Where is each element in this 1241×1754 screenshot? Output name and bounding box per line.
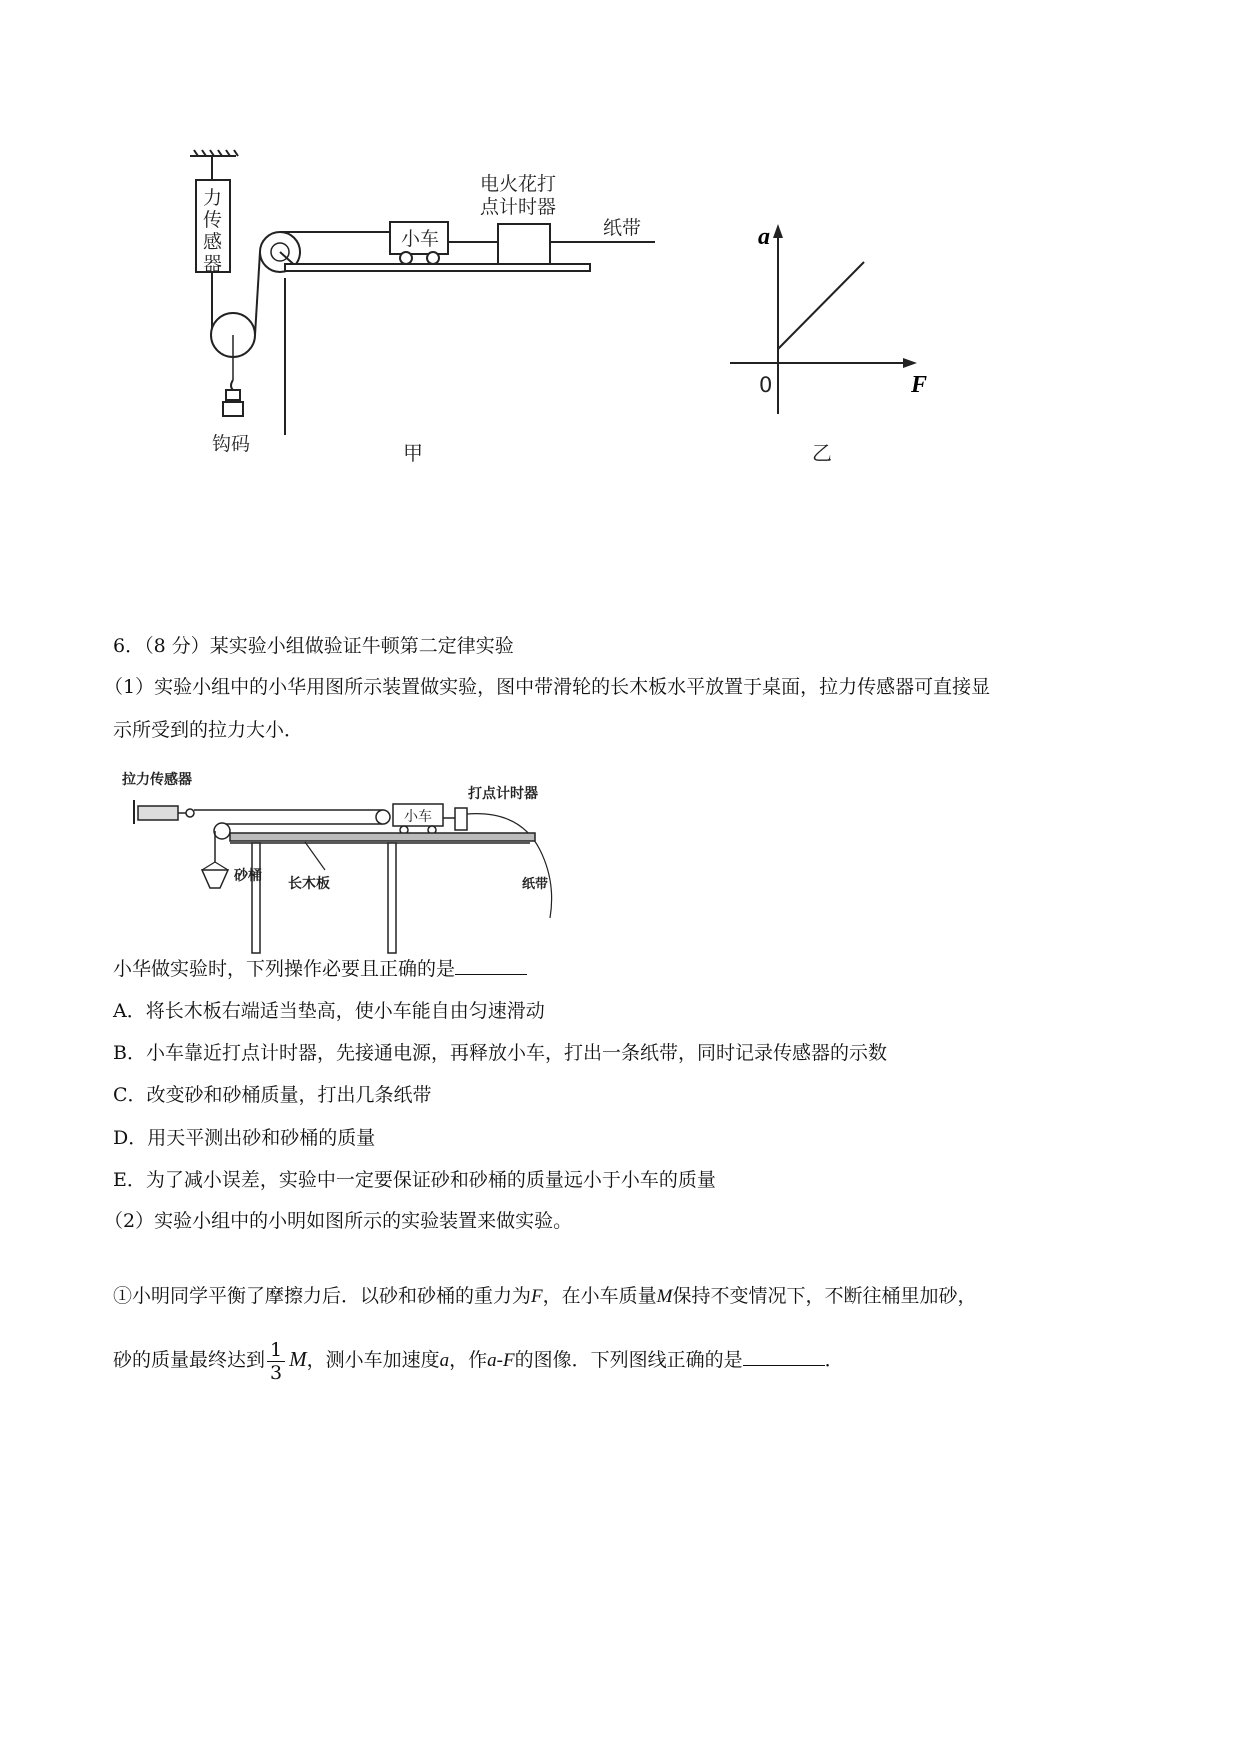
sand-bucket [202,870,228,888]
question-number: 6． [113,635,145,657]
part2-line: （2）实验小组中的小明如图所示的实验装置来做实验。 [104,1210,573,1232]
timer-label-1: 电火花打 [480,173,557,195]
svg-text:传: 传 [203,209,223,231]
a-axis-label: a [758,224,770,250]
tape-label: 纸带 [603,217,642,239]
hook-weight [223,380,243,416]
spark-timer [498,224,550,264]
figure-yi [725,222,955,472]
part1-line2: 示所受到的拉力大小． [113,719,304,741]
apparatus-cart-label: 小车 [404,809,432,825]
question-score: （8 分） [144,635,210,657]
sub1-line2: 砂的质量最终达到 $\frac{1}{3}$ M，测小车加速度a，作a-F的图像．下列图线正确的是 ． [113,1338,844,1384]
apparatus-board [230,833,535,841]
apparatus-timer [455,808,467,830]
option-b: B．小车靠近打点计时器，先接通电源，再释放小车，打出一条纸带，同时记录传感器的示数 [113,1042,887,1064]
option-d: D．用天平测出砂和砂桶的质量 [113,1127,376,1149]
sub1-line1: ①小明同学平衡了摩擦力后．以砂和砂桶的重力为F，在小车质量M保持不变情况下，不断往桶里加砂， [113,1285,977,1307]
prompt-text: 小华做实验时，下列操作必要且正确的是 [113,958,456,980]
figure-apparatus [120,770,570,955]
answer-blank-1[interactable] [455,956,527,975]
option-e: E．为了减小误差，实验中一定要保证砂和砂桶的质量远小于小车的质量 [113,1169,716,1191]
apparatus-timer-label: 打点计时器 [468,786,538,802]
ceiling-hatch [190,150,238,156]
frac-var-M: M [289,1347,307,1371]
bucket-label: 砂桶 [234,868,262,884]
caption-yi: 乙 [812,441,832,465]
option-c: C．改变砂和砂桶质量，打出几条纸带 [113,1084,432,1106]
question-title [113,634,514,658]
var-M: M [656,1286,673,1307]
hook-weight-label: 钩码 [212,433,251,455]
answer-blank-2[interactable] [743,1347,825,1366]
var-a: a [439,1350,450,1371]
caption-jia: 甲 [403,441,423,465]
var-F: F [531,1286,543,1307]
origin-label: 0 [759,373,773,397]
svg-text:感: 感 [203,231,223,253]
question-title-text: 某实验小组做验证牛顿第二定律实验 [209,635,514,657]
pull-sensor-label: 拉力传感器 [122,772,192,788]
figure-jia [190,150,720,480]
F-axis-label: F [911,372,928,398]
timer-label-2: 点计时器 [480,196,557,218]
option-a: A．将长木板右端适当垫高，使小车能自由匀速滑动 [113,1000,545,1022]
board-label: 长木板 [288,876,330,892]
board [285,264,590,271]
part1-line1: （1）实验小组中的小华用图所示装置做实验，图中带滑轮的长木板水平放置于桌面，拉力传感器可直接显 [104,676,991,698]
cart-label: 小车 [401,228,440,250]
svg-text:器: 器 [203,253,223,275]
fraction-one-third: $\frac{1}{3}$ [267,1339,285,1384]
pull-sensor [138,806,178,820]
prompt-line [113,956,527,981]
force-sensor-label: 力 [203,187,223,209]
a-F-line [778,262,864,349]
apparatus-tape-label: 纸带 [522,877,549,892]
var-aF: a-F [487,1350,515,1371]
